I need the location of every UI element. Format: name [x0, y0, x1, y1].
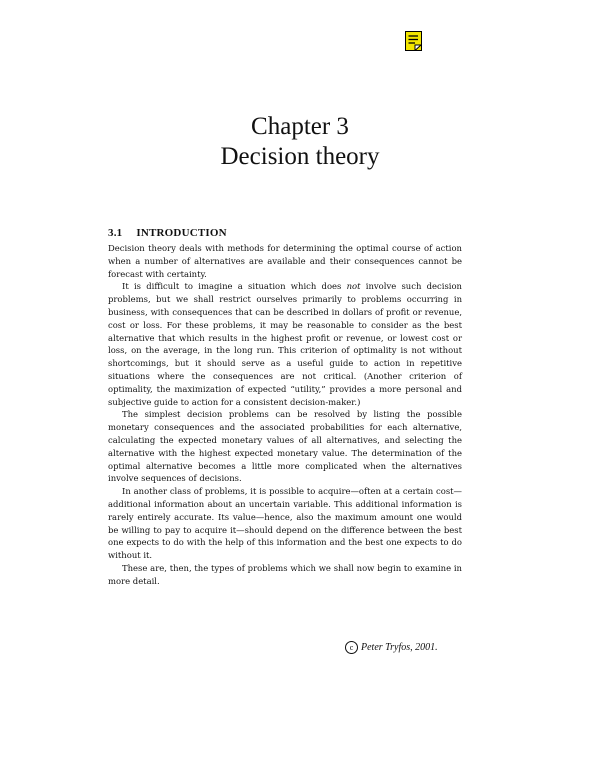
paragraph: These are, then, the types of problems which we shall now begin to examine in more detail.	[108, 562, 462, 586]
section-heading	[108, 227, 227, 239]
copyright-text: Peter Tryfos, 2001.	[361, 641, 438, 653]
paragraph-text: involve such decision problems, but we shall restrict ourselves primarily to problems occurring in business, with consequences that can be described in dollars of profit or revenue, cost or loss. For these problems, it may be reasonable to consider as the best alternative that which results in the highest profit or revenue, or lowest cost or loss, on the average, in the long run. This criterion of optimality is not without shortcomings, but it should serve as a useful guide to action in repetitive situations where the consequences are not critical. (Another criterion of optimality, the maximization of expected “utility,” provides a more personal and subjective guide to action for a consistent decision-maker.)	[108, 281, 462, 407]
chapter-title: Decision theory	[220, 143, 380, 170]
paragraph: In another class of problems, it is possible to acquire—often at a certain cost—additional information about an uncertain variable. This additional information is rarely entirely accurate. Its value—hence, also the maximum amount one would be willing to pay to acquire it—should depend on the difference between the best one expects to do with the help of this information and the best one expects to do without it.	[108, 486, 462, 561]
note-icon[interactable]	[405, 31, 422, 51]
section-number: 3.1	[108, 227, 123, 239]
copyright-notice	[345, 641, 438, 654]
chapter-number: Chapter 3	[251, 113, 349, 140]
paragraph-text: It is difficult to imagine a situation which does	[122, 281, 347, 292]
emphasis-text: not	[346, 281, 361, 292]
body-text	[108, 242, 462, 588]
chapter-heading	[0, 112, 600, 172]
section-title: INTRODUCTION	[136, 227, 227, 239]
paragraph	[108, 280, 462, 408]
copyright-symbol: c	[345, 641, 358, 654]
paragraph: Decision theory deals with methods for determining the optimal course of action when a number of alternatives are available and their consequences cannot be forecast with certainty.	[108, 243, 462, 279]
paragraph: The simplest decision problems can be resolved by listing the possible monetary consequences and the associated probabilities for each alternative, calculating the expected monetary values of all alternatives, and selecting the alternative with the highest expected monetary value. The determination of the optimal alternative becomes a little more complicated when the alternatives involve sequences of decisions.	[108, 409, 462, 484]
sticky-note-icon	[405, 31, 422, 51]
